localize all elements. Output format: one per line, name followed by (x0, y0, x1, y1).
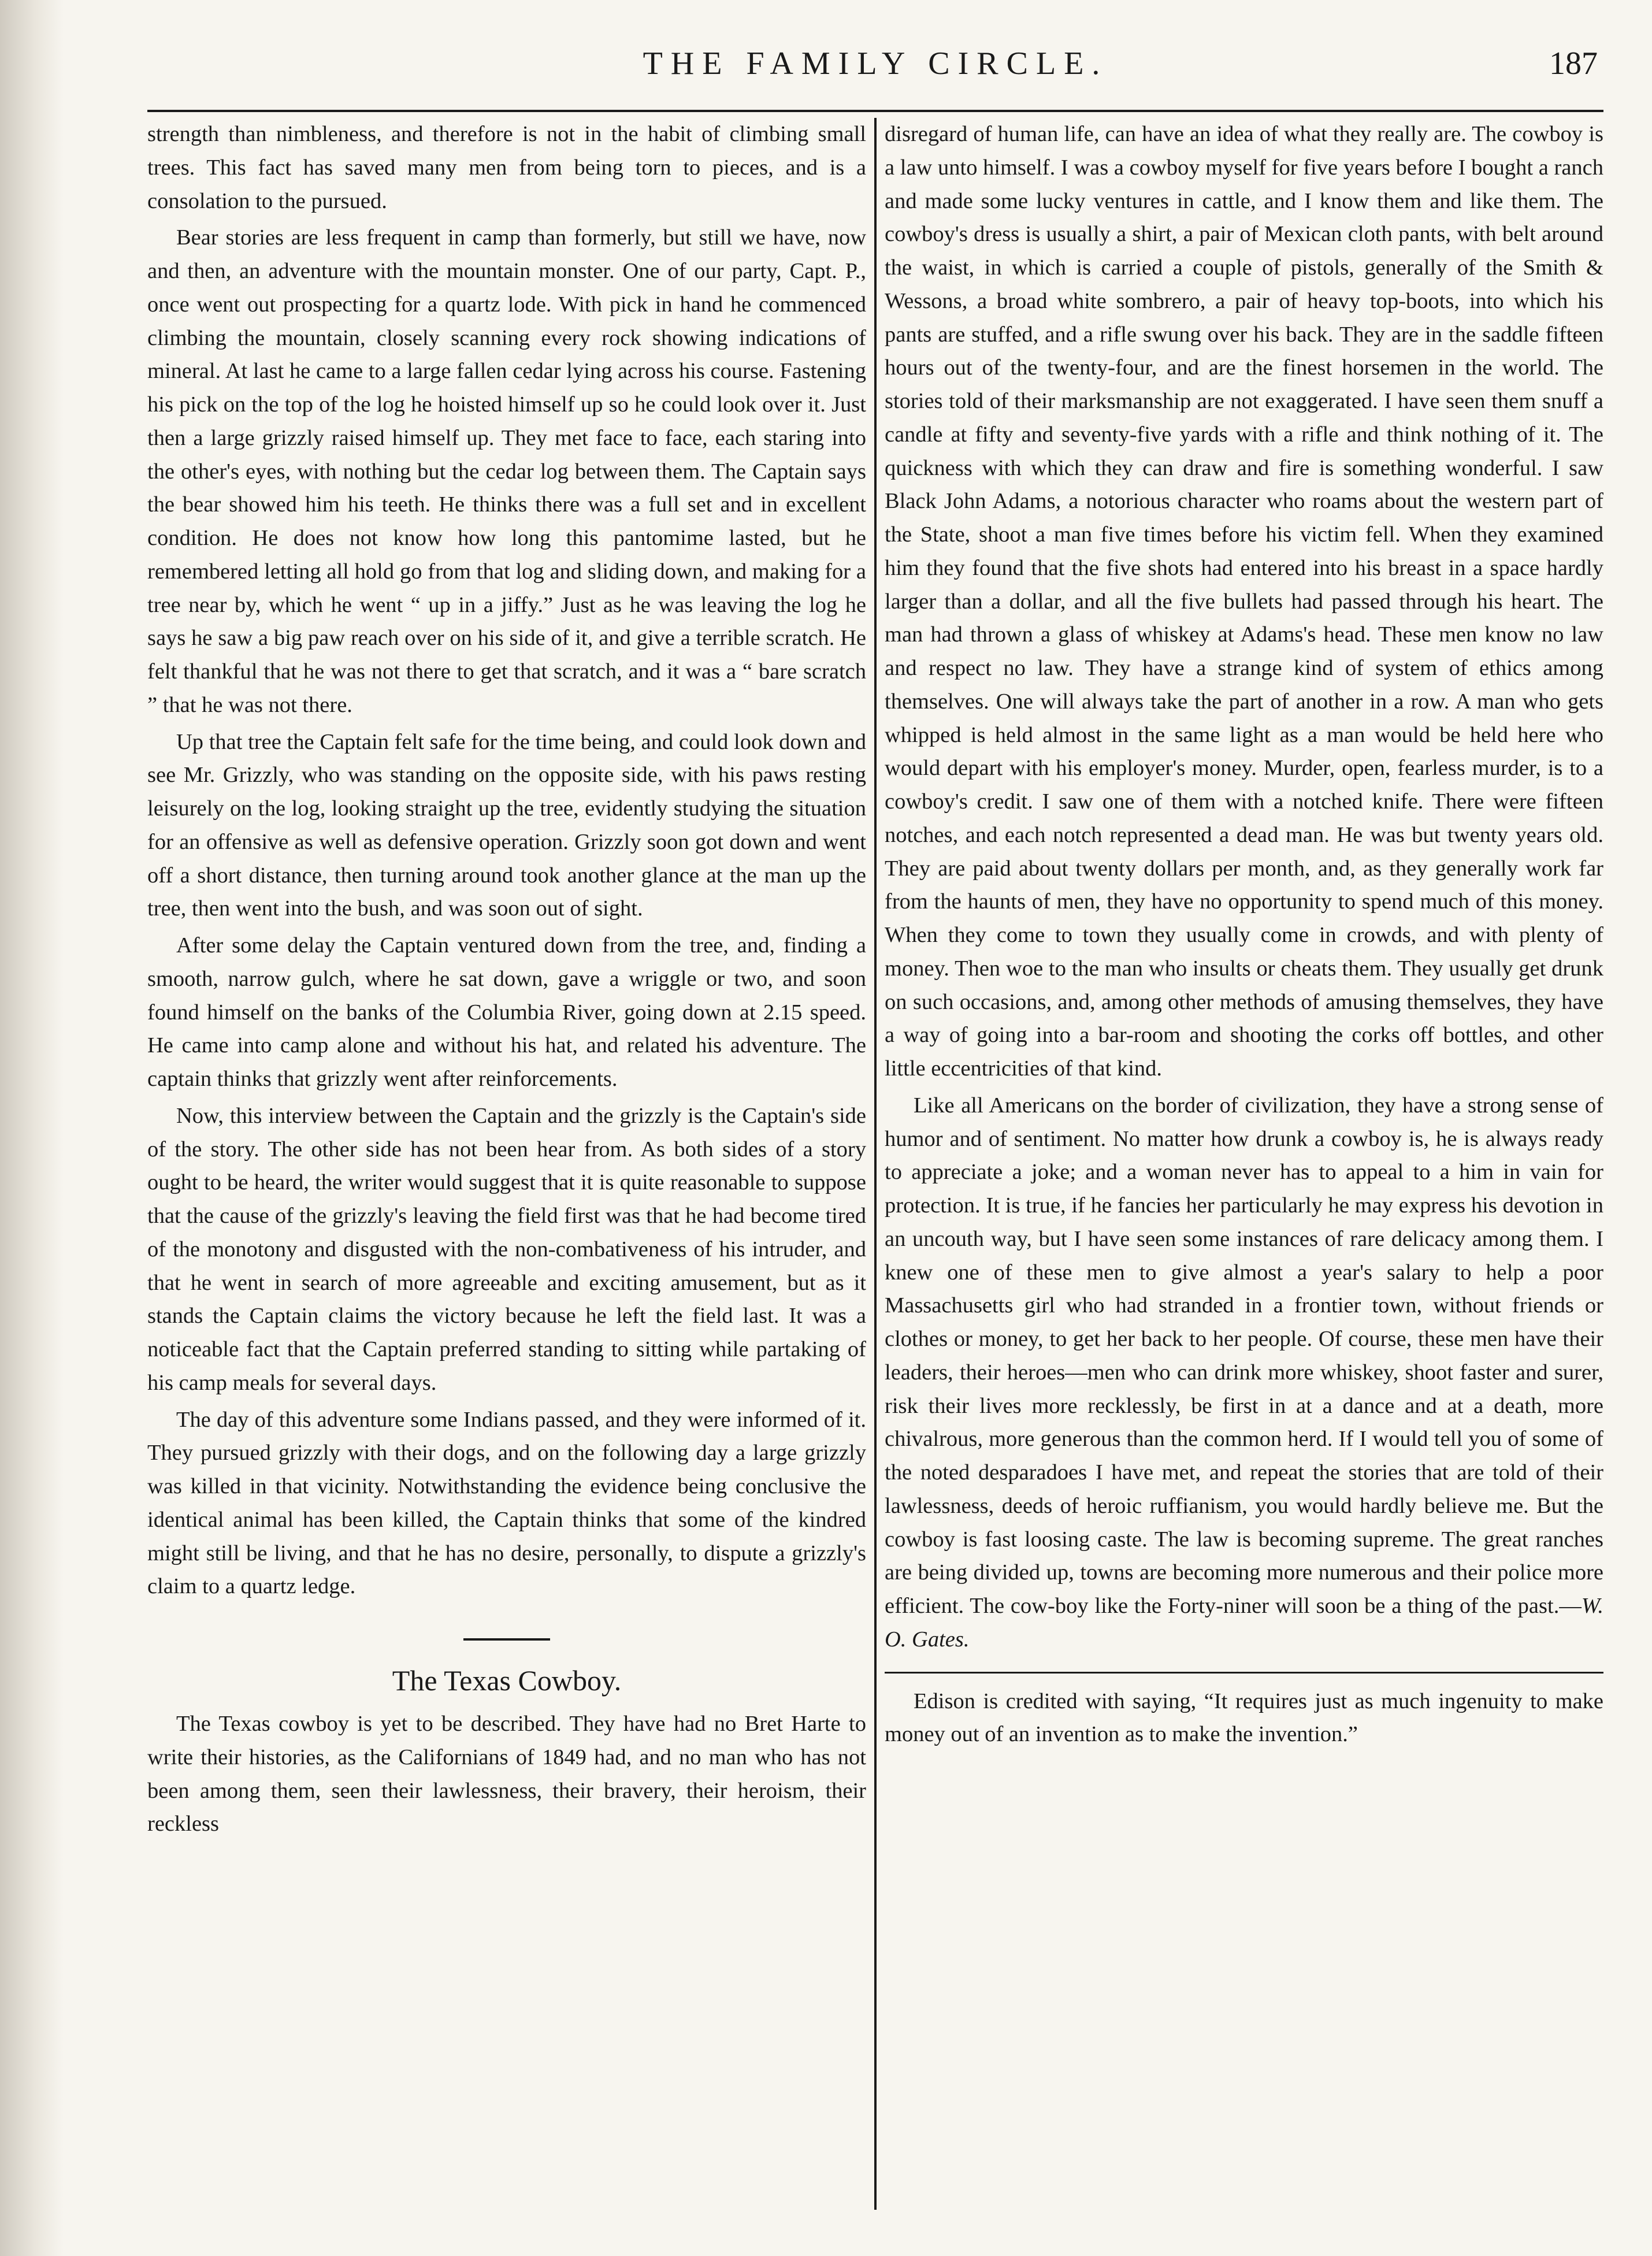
paragraph: strength than nimbleness, and therefore is not in the habit of climbing small trees. This fact has saved many men from being torn to pieces, and is a consolation to the pursued. (147, 122, 866, 213)
paragraph: disregard of human life, can have an idea of what they really are. The cowboy is a law unto himself. I was a cowboy myself for five years before I bought a ranch and made some lucky ventures in cattle, and I know them and like them. The cowboy's dress is usually a shirt, a pair of Mexican cloth pants, with belt around the waist, in which is carried a couple of pistols, generally of the Smith & Wessons, a broad white sombrero, a pair of heavy top-boots, into which his pants are stuffed, and a rifle swung over his back. They are in the saddle fifteen hours out of the twenty-four, and are the finest horsemen in the world. The stories told of their marksmanship are not exaggerated. I have seen them snuff a candle at fifty and seventy-five yards with a rifle and think nothing of it. The quickness with which they can draw and fire is something wonderful. I saw Black John Adams, a notorious character who roams about the western part of the State, shoot a man five times before his victim fell. When they examined him they found that the five shots had entered into his breast in a space hardly larger than a dollar, and all the five bullets had passed through his heart. The man had thrown a glass of whiskey at Adams's head. These men know no law and respect no law. They have a strange kind of system of ethics among themselves. One will always take the part of another in a row. A man who gets whipped is held almost in the same light as a man would be held here who would depart with his employer's money. Murder, open, fearless murder, is to a cowboy's credit. I saw one of them with a notched knife. There were fifteen notches, and each notch represented a dead man. He was but twenty years old. They are paid about twenty dollars per month, and, as they generally work far from the haunts of men, they have no opportunity to spend much of this money. When they come to town they usually come in crowds, and with plenty of money. Then woe to the man who insults or cheats them. They usually get drunk on such occasions, and, among other methods of amusing themselves, they have a way of going into a bar-room and shooting the corks off bottles, and other little eccentricities of that kind. (885, 122, 1603, 1081)
closing-note: Edison is credited with saying, “It requires just as much ingenuity to make money out of an invention as to make the invention.” (885, 1689, 1603, 1747)
section-divider (463, 1638, 550, 1641)
paragraph: Bear stories are less frequent in camp than formerly, but still we have, now and then, an adventure with the mountain monster. One of our party, Capt. P., once went out prospecting for a quartz lode. With pick in hand he commenced climbing the mountain, closely scanning every rock showing indications of mineral. At last he came to a large fallen cedar lying across his course. Fastening his pick on the top of the log he hoisted himself up so he could look over it. Just then a large grizzly raised himself up. They met face to face, each staring into the other's eyes, with nothing but the cedar log between them. The Captain says the bear showed him his teeth. He thinks there was a full set and in excellent condition. He does not know how long this pantomime lasted, but he remembered letting all hold go from that log and sliding down, and making for a tree near by, which he went “ up in a jiffy.” Just as he was leaving the log he says he saw a big paw reach over on his side of it, and give a terrible scratch. He felt thankful that he was not there to get that scratch, and it was a “ bare scratch ” that he was not there. (147, 225, 866, 717)
page (147, 40, 1603, 2236)
page-header (147, 40, 1603, 112)
left-column (147, 118, 874, 2210)
paragraph: The Texas cowboy is yet to be described. They have had no Bret Harte to write their histories, as the Californians of 1849 had, and no man who has not been among them, seen their lawlessness, their bravery, their heroism, their reckless (147, 1712, 866, 1836)
paragraph-text: Like all Americans on the border of civilization, they have a strong sense of humor and of sentiment. No matter how drunk a cowboy is, he is always ready to appreciate a joke; and a woman never has to appeal to a him in vain for protection. It is true, if he fancies her particularly he may express his devotion in an uncouth way, but I have seen some instances of rare delicacy among them. I knew one of these men to give almost a year's salary to help a poor Massachusetts girl who had stranded in a frontier town, without friends or clothes or money, to get her back to her people. Of course, these men have their leaders, their heroes—men who can drink more whiskey, shoot faster and surer, risk their lives more recklessly, be first in at a dance and at a death, more chivalrous, more generous than the common herd. If I would tell you of some of the noted desparadoes I have met, and repeat the stories that are told of their lawlessness, deeds of heroic ruffianism, you would hardly believe me. But the cowboy is fast loosing caste. The law is becoming supreme. The great ranches are being divided up, towns are becoming more numerous and their police more efficient. The cow-boy like the Forty-niner will soon be a thing of the past.— (885, 1093, 1603, 1618)
paragraph: The day of this adventure some Indians passed, and they were informed of it. They pursued grizzly with their dogs, and on the following day a large grizzly was killed in that vicinity. Notwithstanding the evidence being conclusive the identical animal has been killed, the Captain thinks that some of the kindred might still be living, and that he has no desire, personally, to dispute a grizzly's claim to a quartz ledge. (147, 1407, 866, 1599)
right-column (877, 118, 1603, 2210)
running-title: THE FAMILY CIRCLE. (643, 46, 1108, 81)
paragraph: Now, this interview between the Captain and the grizzly is the Captain's side of the story. The other side has not been hear from. As both sides of a story ought to be heard, the writer would suggest that it is quite reasonable to suppose that the cause of the grizzly's leaving the field first was that he had become tired of the monotony and disgusted with the non-combativeness of his intruder, and that he went in search of more agreeable and exciting amusement, but as it stands the Captain claims the victory because he left the field last. It was a noticeable fact that the Captain preferred standing to sitting while partaking of his camp meals for several days. (147, 1103, 866, 1395)
paragraph (885, 1089, 1603, 1657)
page-number: 187 (1549, 46, 1598, 81)
section-title: The Texas Cowboy. (392, 1664, 622, 1697)
author-signature: W. O. Gates. (885, 1594, 1603, 1652)
note-divider (885, 1672, 1603, 1674)
page-binding-edge (0, 0, 64, 2256)
paragraph: After some delay the Captain ventured down from the tree, and, finding a smooth, narrow gulch, where he sat down, gave a wriggle or two, and soon found himself on the banks of the Columbia River, going down at 2.15 speed. He came into camp alone and without his hat, and related his adventure. The captain thinks that grizzly went after reinforcements. (147, 933, 866, 1091)
text-columns (147, 118, 1603, 2210)
paragraph: Up that tree the Captain felt safe for the time being, and could look down and see Mr. Grizzly, who was standing on the opposite side, with his paws resting leisurely on the log, looking straight up the tree, evidently studying the situation for an offensive as well as defensive operation. Grizzly soon got down and went off a short distance, then turning around took another glance at the man up the tree, then went into the bush, and was soon out of sight. (147, 729, 866, 921)
